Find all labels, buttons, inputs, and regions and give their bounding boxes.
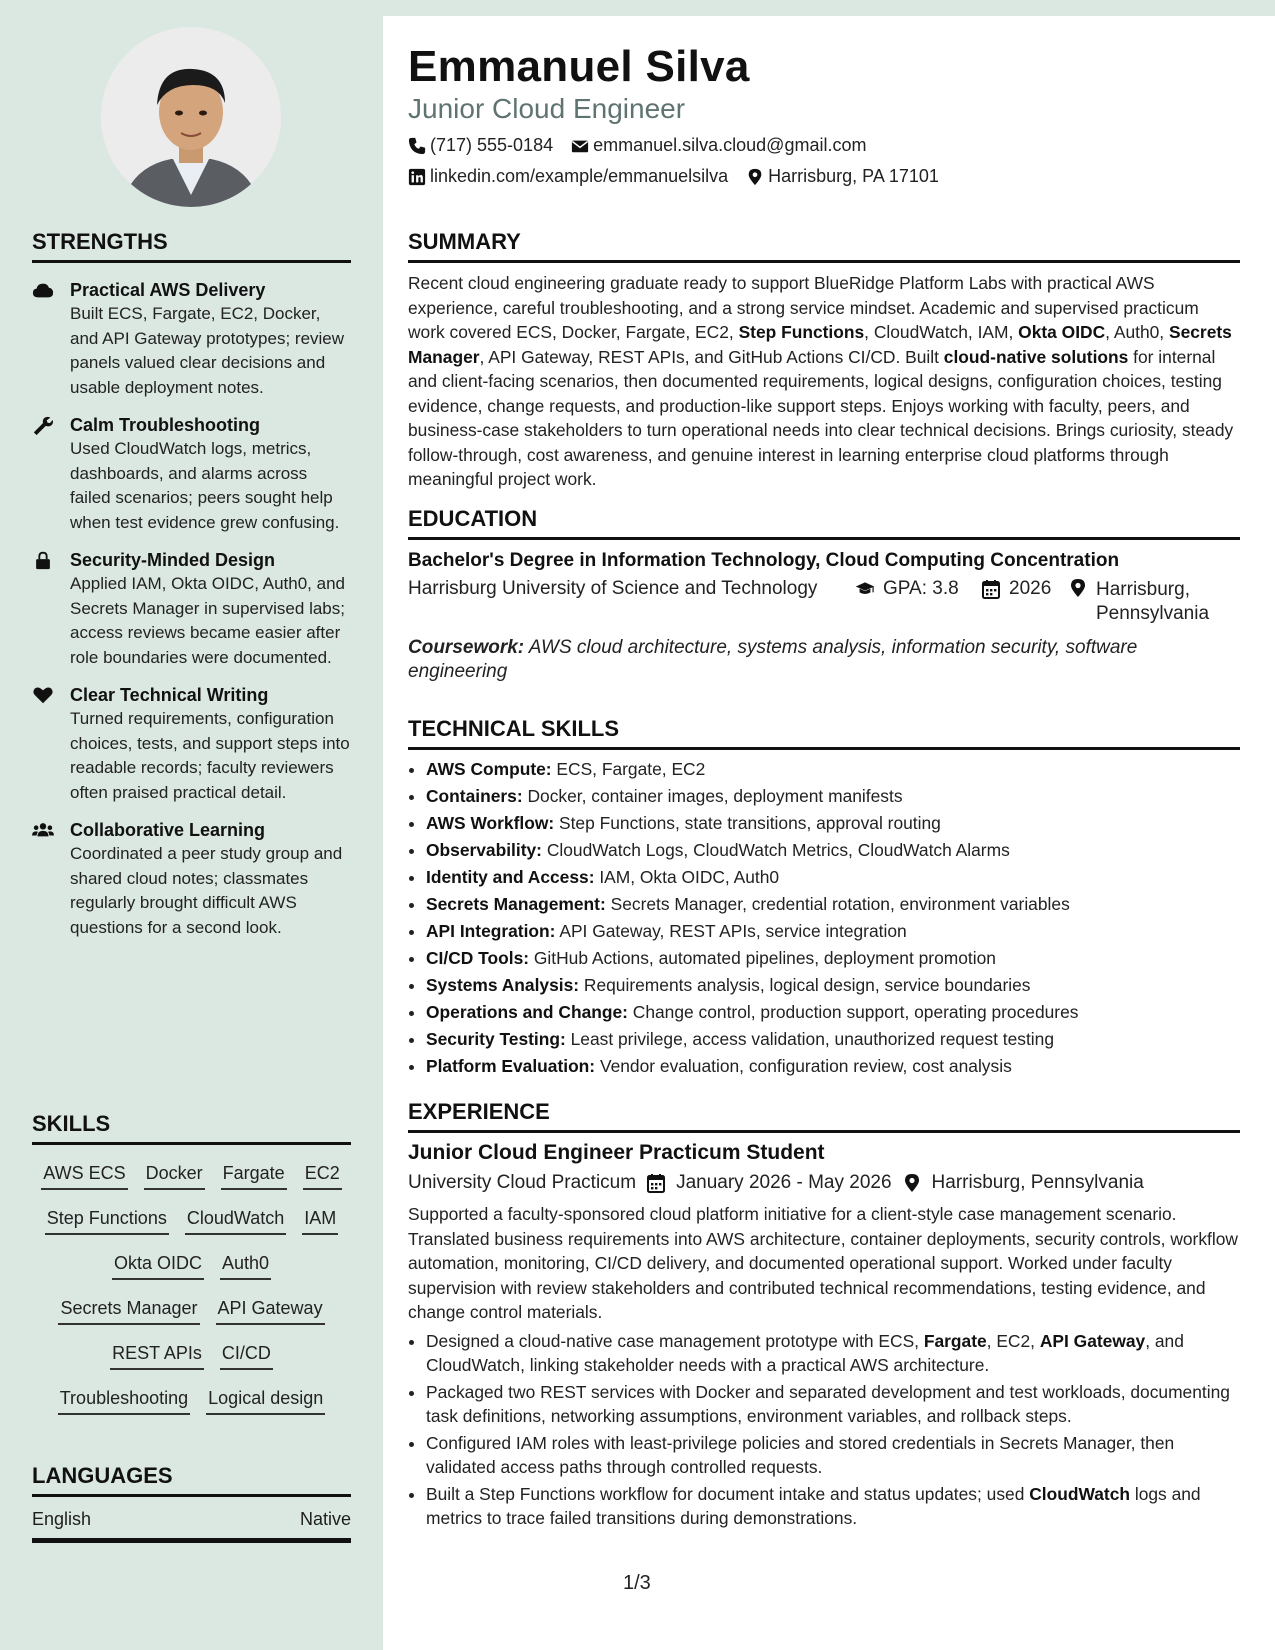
bullet-segment: logs and metrics to trace failed transitions during demonstrations. — [426, 1483, 1201, 1528]
language-level: Native — [299, 1509, 351, 1529]
contact-location — [746, 166, 939, 187]
bullet-segment: , and CloudWatch, linking stakeholder needs with a practical AWS architecture. — [426, 1330, 1184, 1375]
skill-value: Docker, container images, deployment manifests — [522, 786, 903, 806]
coursework-label: Coursework: — [408, 637, 525, 658]
school-name: Harrisburg University of Science and Technology — [408, 578, 818, 599]
skills-title: SKILLS — [32, 1111, 351, 1145]
languages-title: LANGUAGES — [32, 1463, 351, 1497]
calendar-icon — [646, 1173, 666, 1193]
summary-segment: Recent cloud engineering graduate ready to support BlueRidge Platform Labs with practical AWS experience, careful troubleshooting, and a strong service mindset. Academic and supervised practicum work covered ECS, Docker, Fargate, EC2, — [408, 273, 1199, 342]
list-item — [426, 756, 1240, 783]
strength-title: Practical AWS Delivery — [70, 280, 266, 300]
contact-row-1 — [408, 135, 866, 156]
strength-title: Collaborative Learning — [70, 820, 266, 840]
candidate-role: Junior Cloud Engineer — [408, 93, 686, 124]
strength-text: Built ECS, Fargate, EC2, Docker, and API Gateway prototypes; review panels valued clear decisions and usable deployment notes. — [70, 304, 345, 397]
education-details — [408, 578, 1240, 628]
page-number: 1/3 — [623, 1572, 651, 1594]
skill-chip: Auth0 — [220, 1251, 271, 1280]
skill-value: Step Functions, state transitions, approval routing — [554, 813, 941, 833]
skill-label: Secrets Management: — [426, 894, 606, 914]
skill-label: Systems Analysis: — [426, 975, 580, 995]
bullet-segment: , EC2, — [986, 1330, 1040, 1351]
summary-segment: , Auth0, — [1105, 322, 1169, 342]
skill-chip: Docker — [144, 1161, 205, 1190]
bullet-bold: Fargate — [923, 1330, 987, 1351]
skill-label: Observability: — [426, 840, 542, 860]
skill-value: API Gateway, REST APIs, service integration — [555, 921, 907, 941]
location-text: Harrisburg, PA 17101 — [768, 166, 939, 186]
skill-label: AWS Compute: — [426, 759, 552, 779]
summary-segment: , API Gateway, REST APIs, and GitHub Actions CI/CD. Built — [479, 346, 944, 367]
skill-label: AWS Workflow: — [426, 813, 555, 833]
summary-segment: for internal and client-facing scenarios, then documented requirements, logical designs, configuration choices, testing evidence, change requests, and production-like support steps. Enjoys working with faculty, peers, and business-case stakeholders to turn operational needs into clear technical decisions. Brings curiosity, steady follow-through, cost awareness, and genuine interest in learning enterprise cloud platforms through meaningful project work. — [408, 346, 1234, 489]
skill-chip: Okta OIDC — [112, 1251, 204, 1280]
strength-title: Security-Minded Design — [70, 550, 276, 570]
heart-icon — [32, 685, 54, 705]
bullet-segment: Configured IAM roles with least-privilege policies and stored credentials in Secrets Manager, then validated access paths through controlled requests. — [426, 1432, 1175, 1477]
list-item — [426, 1053, 1240, 1080]
envelope-icon — [571, 137, 589, 155]
grad-year — [981, 578, 1051, 600]
skill-label: Identity and Access: — [426, 867, 595, 887]
skill-value: Vendor evaluation, configuration review, cost analysis — [595, 1056, 1012, 1076]
degree: Bachelor's Degree in Information Technology, Cloud Computing Concentration — [408, 550, 1120, 571]
strength-title: Clear Technical Writing — [70, 685, 269, 705]
skills-row — [32, 1386, 351, 1415]
skills-row — [32, 1251, 351, 1280]
technical-skills-title: TECHNICAL SKILLS — [408, 716, 1240, 750]
experience-bullets — [408, 1329, 1240, 1531]
profile-photo — [101, 27, 281, 207]
bullet-segment: Designed a cloud-native case management prototype with ECS, — [426, 1330, 924, 1351]
list-item — [426, 891, 1240, 918]
languages-section — [32, 1463, 351, 1543]
linkedin-icon — [408, 168, 426, 186]
summary-segment: , CloudWatch, IAM, — [864, 322, 1019, 342]
job-description: Supported a faculty-sponsored cloud platform initiative for a client-style case management scenario. Translated business requirements into AWS architecture, container deployments, security controls, workflow automation, monitoring, CI/CD delivery, and documented operational support. Worked under faculty supervision with review stakeholders and contributed technical recommendations, testing evidence, and change control materials. — [408, 1204, 1238, 1322]
skills-row — [32, 1161, 351, 1190]
gpa — [855, 578, 959, 600]
language-row — [32, 1509, 351, 1543]
strength-text: Turned requirements, configuration choices, tests, and support steps into readable records; faculty reviewers often praised practical detail. — [70, 709, 350, 802]
users-icon — [32, 820, 54, 840]
graduation-cap-icon — [855, 579, 875, 599]
list-item — [426, 1026, 1240, 1053]
skill-chip: REST APIs — [110, 1341, 204, 1370]
skill-chip: CloudWatch — [185, 1206, 286, 1235]
phone-text: (717) 555-0184 — [430, 135, 554, 155]
skill-chip: API Gateway — [216, 1296, 325, 1325]
skill-chip: Logical design — [206, 1386, 325, 1415]
skill-value: Least privilege, access validation, unauthorized request testing — [565, 1029, 1054, 1049]
skill-chip: IAM — [302, 1206, 338, 1235]
skill-label: Platform Evaluation: — [426, 1056, 596, 1076]
job-details — [408, 1172, 1240, 1194]
skill-chip: Step Functions — [45, 1206, 169, 1235]
strengths-section — [32, 229, 351, 940]
skills-row — [32, 1341, 351, 1370]
list-item — [426, 945, 1240, 972]
experience-title: EXPERIENCE — [408, 1099, 1240, 1133]
avatar-icon — [101, 27, 281, 207]
skill-value: Secrets Manager, credential rotation, environment variables — [605, 894, 1070, 914]
skill-chip: CI/CD — [220, 1341, 273, 1370]
lock-icon — [32, 550, 54, 570]
calendar-icon — [981, 579, 1001, 599]
list-item — [426, 1329, 1240, 1378]
list-item — [426, 918, 1240, 945]
skill-chip: Troubleshooting — [58, 1386, 190, 1415]
job-org: University Cloud Practicum — [408, 1172, 637, 1193]
strength-title: Calm Troubleshooting — [70, 415, 261, 435]
skill-value: CloudWatch Logs, CloudWatch Metrics, CloudWatch Alarms — [541, 840, 1010, 860]
list-item — [426, 837, 1240, 864]
skill-label: Operations and Change: — [426, 1002, 628, 1022]
email-text: emmanuel.silva.cloud@gmail.com — [593, 135, 867, 155]
job-location: Harrisburg, Pennsylvania — [931, 1172, 1144, 1193]
wrench-icon — [32, 415, 54, 435]
skills-row — [32, 1296, 351, 1325]
bullet-bold: API Gateway — [1039, 1330, 1146, 1351]
coursework — [408, 636, 1240, 684]
summary-section — [408, 229, 1240, 492]
strength-item — [32, 413, 351, 535]
list-item — [426, 972, 1240, 999]
strength-text: Used CloudWatch logs, metrics, dashboards, and alarms across failed scenarios; peers sought help when test evidence grew confusing. — [70, 439, 340, 532]
technical-skills-list — [408, 756, 1240, 1080]
top-strip — [0, 0, 1275, 16]
skill-chip: Fargate — [221, 1161, 287, 1190]
skill-chip: EC2 — [303, 1161, 342, 1190]
skill-label: API Integration: — [426, 921, 556, 941]
strengths-title: STRENGTHS — [32, 229, 351, 263]
education-title: EDUCATION — [408, 506, 1240, 540]
skills-row — [32, 1206, 351, 1235]
language-name: English — [32, 1509, 92, 1529]
skill-value: Change control, production support, operating procedures — [627, 1002, 1079, 1022]
job-title: Junior Cloud Engineer Practicum Student — [408, 1141, 825, 1164]
technical-skills-section — [408, 716, 1240, 1080]
skill-chip: Secrets Manager — [58, 1296, 199, 1325]
skill-value: ECS, Fargate, EC2 — [551, 759, 706, 779]
list-item — [426, 783, 1240, 810]
skill-value: IAM, Okta OIDC, Auth0 — [594, 867, 780, 887]
summary-bold: cloud-native solutions — [943, 346, 1129, 367]
list-item — [426, 810, 1240, 837]
strength-item — [32, 683, 351, 805]
map-pin-icon — [746, 168, 764, 186]
job-dates: January 2026 - May 2026 — [676, 1172, 892, 1193]
list-item — [426, 1380, 1240, 1429]
phone-icon — [408, 137, 426, 155]
bullet-segment: Built a Step Functions workflow for document intake and status updates; used — [426, 1483, 1030, 1504]
skills-section — [32, 1111, 351, 1415]
experience-section — [408, 1099, 1240, 1533]
strength-item — [32, 278, 351, 400]
summary-bold: Step Functions — [738, 322, 865, 342]
strength-text: Applied IAM, Okta OIDC, Auth0, and Secrets Manager in supervised labs; access reviews became easier after role boundaries were documented. — [70, 574, 345, 667]
strength-item — [32, 548, 351, 670]
skill-value: GitHub Actions, automated pipelines, deployment promotion — [529, 948, 996, 968]
skill-label: Containers: — [426, 786, 523, 806]
gpa-text: GPA: 3.8 — [883, 578, 959, 599]
cloud-icon — [32, 280, 54, 300]
list-item — [426, 1431, 1240, 1480]
skill-label: Security Testing: — [426, 1029, 566, 1049]
list-item — [426, 864, 1240, 891]
map-pin-icon — [1068, 578, 1088, 598]
linkedin-text: linkedin.com/example/emmanuelsilva — [430, 166, 729, 186]
candidate-name: Emmanuel Silva — [408, 42, 750, 91]
contact-email — [571, 135, 866, 156]
summary-bold: Okta OIDC — [1018, 322, 1106, 342]
skill-label: CI/CD Tools: — [426, 948, 530, 968]
list-item — [426, 999, 1240, 1026]
bullet-segment: Packaged two REST services with Docker and separated development and test workloads, documenting task definitions, networking assumptions, environment variables, and rollback steps. — [426, 1381, 1230, 1426]
coursework-text: AWS cloud architecture, systems analysis, information security, software engineering — [408, 637, 1138, 682]
strength-text: Coordinated a peer study group and shared cloud notes; classmates regularly brought difficult AWS questions for a second look. — [70, 844, 343, 937]
contact-phone — [408, 135, 553, 156]
strength-item — [32, 818, 351, 940]
skill-chip: AWS ECS — [41, 1161, 127, 1190]
list-item — [426, 1482, 1240, 1531]
year-text: 2026 — [1009, 578, 1052, 599]
skill-value: Requirements analysis, logical design, service boundaries — [579, 975, 1031, 995]
education-location-text: Harrisburg, Pennsylvania — [1096, 579, 1210, 624]
education-section — [408, 506, 1240, 684]
summary-title: SUMMARY — [408, 229, 1240, 263]
contact-linkedin — [408, 166, 728, 187]
summary-text — [408, 271, 1240, 492]
map-pin-icon — [902, 1173, 922, 1193]
contact-row-2 — [408, 166, 939, 187]
bullet-bold: CloudWatch — [1029, 1483, 1131, 1504]
summary-bold: Secrets Manager — [408, 322, 1232, 367]
education-location — [1068, 578, 1226, 626]
